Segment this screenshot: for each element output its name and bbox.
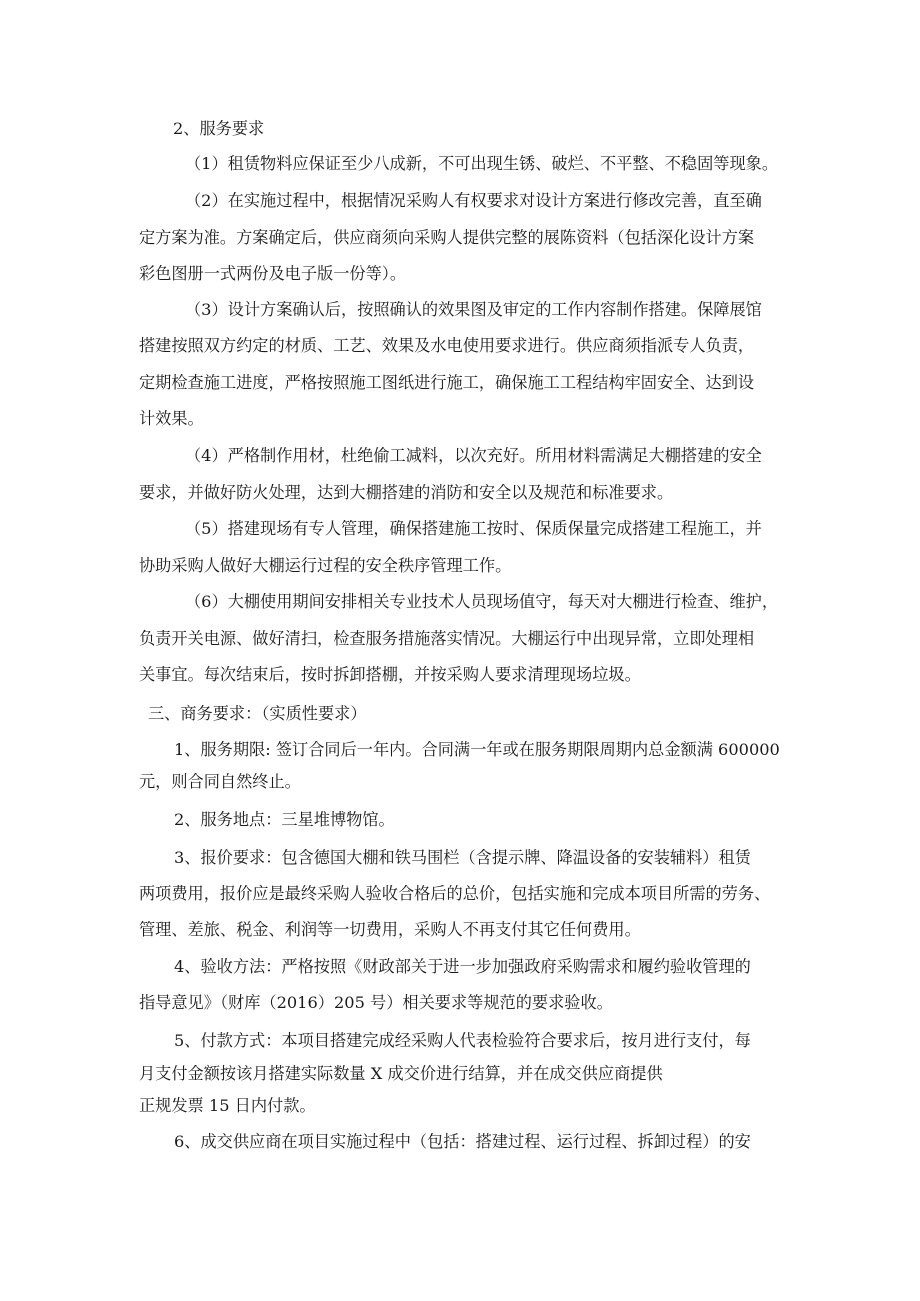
section-heading-business-requirements: 三、商务要求：（实质性要求） bbox=[148, 704, 367, 723]
paragraph-4-line: （4）严格制作用材，杜绝偷工减料，以次充好。所用材料需满足大棚搭建的安全 bbox=[185, 446, 762, 465]
business-item-5-line: 5、付款方式：本项目搭建完成经采购人代表检验符合要求后，按月进行支付，每 bbox=[174, 1031, 751, 1050]
business-item-5-line: 月支付金额按该月搭建实际数量 X 成交价进行结算，并在成交供应商提供 bbox=[139, 1064, 663, 1083]
business-item-3-line: 3、报价要求：包含德国大棚和铁马围栏（含提示牌、降温设备的安装辅料）租赁 bbox=[174, 848, 751, 867]
paragraph-2-line: 彩色图册一式两份及电子版一份等）。 bbox=[139, 264, 407, 283]
business-item-3-line: 两项费用，报价应是最终采购人验收合格后的总价，包括实施和完成本项目所需的劳务、 bbox=[139, 884, 771, 903]
paragraph-5-line: （5）搭建现场有专人管理，确保搭建施工按时、保质保量完成搭建工程施工，并 bbox=[185, 519, 762, 538]
section-heading-service-requirements: 2、服务要求 bbox=[173, 119, 265, 138]
paragraph-2-line: （2）在实施过程中，根据情况采购人有权要求对设计方案进行修改完善，直至确 bbox=[185, 191, 762, 210]
business-item-5-line: 正规发票 15 日内付款。 bbox=[139, 1096, 316, 1115]
paragraph-2-line: 定方案为准。方案确定后，供应商须向采购人提供完整的展陈资料（包括深化设计方案 bbox=[139, 228, 755, 247]
paragraph-3-line: 计效果。 bbox=[139, 409, 204, 428]
paragraph-6-line: 负责开关电源、做好清扫，检查服务措施落实情况。大棚运行中出现异常，立即处理相 bbox=[139, 629, 755, 648]
paragraph-6-line: （6）大棚使用期间安排相关专业技术人员现场值守，每天对大棚进行检查、维护， bbox=[185, 592, 779, 611]
paragraph-6-line: 关事宜。每次结束后，按时拆卸搭棚，并按采购人要求清理现场垃圾。 bbox=[139, 665, 641, 684]
paragraph-3-line: 搭建按照双方约定的材质、工艺、效果及水电使用要求进行。供应商须指派专人负责， bbox=[139, 336, 755, 355]
business-item-4-line: 指导意见》（财库（2016）205 号）相关要求等规范的要求验收。 bbox=[139, 993, 613, 1012]
paragraph-3-line: （3）设计方案确认后，按照确认的效果图及审定的工作内容制作搭建。保障展馆 bbox=[185, 300, 762, 319]
paragraph-4-line: 要求，并做好防火处理，达到大棚搭建的消防和安全以及规范和标准要求。 bbox=[139, 483, 674, 502]
business-item-1-line: 元，则合同自然终止。 bbox=[139, 772, 301, 791]
business-item-2-line: 2、服务地点：三星堆博物馆。 bbox=[174, 810, 395, 829]
paragraph-1-line: （1）租赁物料应保证至少八成新，不可出现生锈、破烂、不平整、不稳固等现象。 bbox=[185, 154, 779, 173]
business-item-4-line: 4、验收方法：严格按照《财政部关于进一步加强政府采购需求和履约验收管理的 bbox=[174, 957, 751, 976]
business-item-1-line: 1、服务期限: 签订合同后一年内。合同满一年或在服务期限周期内总金额满 600000 bbox=[174, 740, 780, 759]
paragraph-5-line: 协助采购人做好大棚运行过程的安全秩序管理工作。 bbox=[139, 556, 512, 575]
business-item-6-line: 6、成交供应商在项目实施过程中（包括：搭建过程、运行过程、拆卸过程）的安 bbox=[174, 1132, 751, 1151]
business-item-3-line: 管理、差旅、税金、利润等一切费用，采购人不再支付其它任何费用。 bbox=[139, 920, 641, 939]
paragraph-3-line: 定期检查施工进度，严格按照施工图纸进行施工，确保施工工程结构牢固安全、达到设 bbox=[139, 373, 755, 392]
